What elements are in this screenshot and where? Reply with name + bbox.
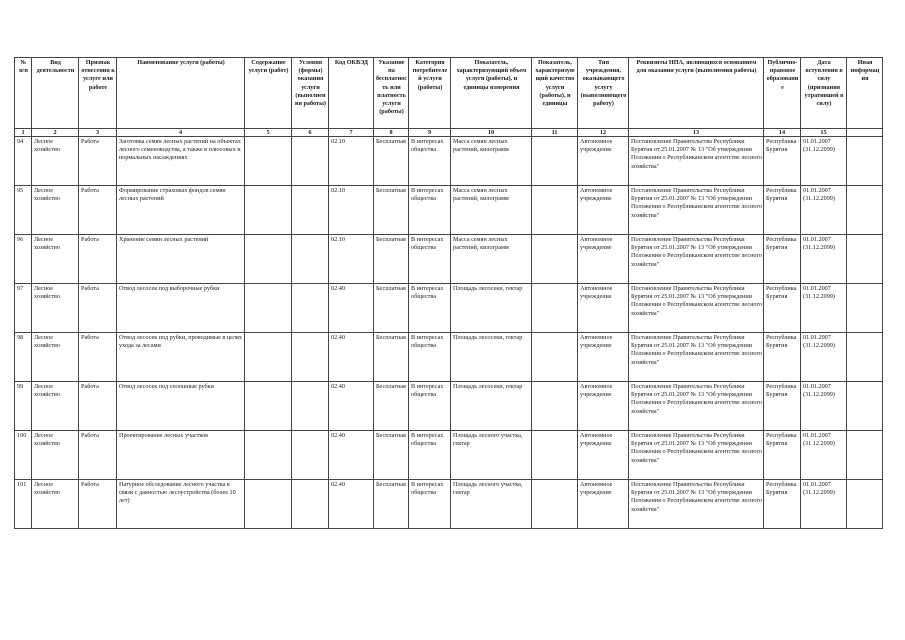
- public-entity-cell: Республика Бурятия: [764, 235, 801, 284]
- row-number: 98: [15, 333, 32, 382]
- content-cell: [245, 137, 292, 186]
- okved-cell: 02.40: [329, 431, 374, 480]
- consumer-category-cell: В интересах общества: [409, 284, 451, 333]
- effective-date-cell: 01.01.2007 (31.12.2099): [801, 480, 847, 529]
- payment-cell: Бесплатная: [374, 431, 409, 480]
- volume-indicator-cell: Площадь лесного участка, гектар: [451, 480, 532, 529]
- header-cell: Код ОКВЭД: [329, 58, 374, 129]
- quality-indicator-cell: [532, 284, 578, 333]
- activity-cell: Лесное хозяйство: [32, 382, 79, 431]
- service-name-cell: Отвод лесосек под выборочные рубки: [117, 284, 245, 333]
- quality-indicator-cell: [532, 382, 578, 431]
- institution-type-cell: Автономное учреждение: [578, 382, 629, 431]
- public-entity-cell: Республика Бурятия: [764, 284, 801, 333]
- row-number: 96: [15, 235, 32, 284]
- header-cell: Дата вступления в силу (признания утратившей в силу): [801, 58, 847, 129]
- quality-indicator-cell: [532, 186, 578, 235]
- sign-cell: Работа: [79, 431, 117, 480]
- column-number: 14: [764, 129, 801, 137]
- payment-cell: Бесплатная: [374, 137, 409, 186]
- volume-indicator-cell: Площадь лесосеки, гектар: [451, 284, 532, 333]
- header-cell: Признак отнесения к услуге или работе: [79, 58, 117, 129]
- institution-type-cell: Автономное учреждение: [578, 333, 629, 382]
- service-name-cell: Отвод лесосек под рубки, проводимые в целях ухода за лесами: [117, 333, 245, 382]
- volume-indicator-cell: Площадь лесного участка, гектар: [451, 431, 532, 480]
- header-cell: Публично-правовое образование: [764, 58, 801, 129]
- header-cell: Реквизиты НПА, являющихся основанием для оказания услуги (выполнения работы): [629, 58, 764, 129]
- legal-act-cell: Постановление Правительства Республики Бурятия от 25.01.2007 № 13 "Об утверждении Положения о Республиканском агентстве лесного хозяйства": [629, 186, 764, 235]
- activity-cell: Лесное хозяйство: [32, 186, 79, 235]
- other-info-cell: [847, 480, 883, 529]
- activity-cell: Лесное хозяйство: [32, 333, 79, 382]
- column-number: 11: [532, 129, 578, 137]
- header-cell: Показатель, характеризующий объем услуги (работы), и единицы измерения: [451, 58, 532, 129]
- public-entity-cell: Республика Бурятия: [764, 382, 801, 431]
- consumer-category-cell: В интересах общества: [409, 186, 451, 235]
- activity-cell: Лесное хозяйство: [32, 480, 79, 529]
- header-cell: Вид деятельности: [32, 58, 79, 129]
- volume-indicator-cell: Площадь лесосеки, гектар: [451, 382, 532, 431]
- public-entity-cell: Республика Бурятия: [764, 480, 801, 529]
- row-number: 95: [15, 186, 32, 235]
- institution-type-cell: Автономное учреждение: [578, 480, 629, 529]
- consumer-category-cell: В интересах общества: [409, 235, 451, 284]
- row-number: 97: [15, 284, 32, 333]
- other-info-cell: [847, 382, 883, 431]
- row-number: 94: [15, 137, 32, 186]
- public-entity-cell: Республика Бурятия: [764, 333, 801, 382]
- volume-indicator-cell: Площадь лесосеки, гектар: [451, 333, 532, 382]
- column-number: 2: [32, 129, 79, 137]
- sign-cell: Работа: [79, 480, 117, 529]
- quality-indicator-cell: [532, 333, 578, 382]
- column-number: 10: [451, 129, 532, 137]
- sign-cell: Работа: [79, 333, 117, 382]
- institution-type-cell: Автономное учреждение: [578, 235, 629, 284]
- header-cell: Содержание услуги (работ): [245, 58, 292, 129]
- header-cell: Тип учреждения, оказывающего услугу (выполняющего работу): [578, 58, 629, 129]
- okved-cell: 02.40: [329, 480, 374, 529]
- content-cell: [245, 431, 292, 480]
- column-number: 5: [245, 129, 292, 137]
- other-info-cell: [847, 137, 883, 186]
- column-number: 4: [117, 129, 245, 137]
- row-number: 101: [15, 480, 32, 529]
- okved-cell: 02.40: [329, 284, 374, 333]
- legal-act-cell: Постановление Правительства Республики Бурятия от 25.01.2007 № 13 "Об утверждении Положения о Республиканском агентстве лесного хозяйства": [629, 382, 764, 431]
- header-cell: Категория потребителей услуги (работы): [409, 58, 451, 129]
- table-row: [15, 235, 883, 284]
- header-cell: Указание на бесплатность или платность услуги (работы): [374, 58, 409, 129]
- activity-cell: Лесное хозяйство: [32, 284, 79, 333]
- conditions-cell: [292, 333, 329, 382]
- legal-act-cell: Постановление Правительства Республики Бурятия от 25.01.2007 № 13 "Об утверждении Положения о Республиканском агентстве лесного хозяйства": [629, 480, 764, 529]
- activity-cell: Лесное хозяйство: [32, 137, 79, 186]
- consumer-category-cell: В интересах общества: [409, 382, 451, 431]
- content-cell: [245, 382, 292, 431]
- okved-cell: 02.10: [329, 137, 374, 186]
- header-cell: Наименование услуги (работы): [117, 58, 245, 129]
- okved-cell: 02.40: [329, 333, 374, 382]
- table-row: [15, 382, 883, 431]
- institution-type-cell: Автономное учреждение: [578, 284, 629, 333]
- conditions-cell: [292, 137, 329, 186]
- conditions-cell: [292, 284, 329, 333]
- column-numbers-row: [15, 129, 883, 137]
- volume-indicator-cell: Масса семян лесных растений, килограмм: [451, 137, 532, 186]
- column-number: 13: [629, 129, 764, 137]
- institution-type-cell: Автономное учреждение: [578, 186, 629, 235]
- service-name-cell: Отвод лесосек под сплошные рубки: [117, 382, 245, 431]
- column-number: 3: [79, 129, 117, 137]
- public-entity-cell: Республика Бурятия: [764, 431, 801, 480]
- content-cell: [245, 186, 292, 235]
- column-number: 1: [15, 129, 32, 137]
- legal-act-cell: Постановление Правительства Республики Бурятия от 25.01.2007 № 13 "Об утверждении Положения о Республиканском агентстве лесного хозяйства": [629, 333, 764, 382]
- table-row: [15, 186, 883, 235]
- content-cell: [245, 235, 292, 284]
- consumer-category-cell: В интересах общества: [409, 137, 451, 186]
- activity-cell: Лесное хозяйство: [32, 431, 79, 480]
- public-entity-cell: Республика Бурятия: [764, 137, 801, 186]
- effective-date-cell: 01.01.2007 (31.12.2099): [801, 333, 847, 382]
- column-number: 8: [374, 129, 409, 137]
- conditions-cell: [292, 382, 329, 431]
- column-number-spare: [847, 129, 883, 137]
- legal-act-cell: Постановление Правительства Республики Бурятия от 25.01.2007 № 13 "Об утверждении Положения о Республиканском агентстве лесного хозяйства": [629, 284, 764, 333]
- header-cell: Условия (формы) оказания услуги (выполнения работы): [292, 58, 329, 129]
- other-info-cell: [847, 284, 883, 333]
- quality-indicator-cell: [532, 137, 578, 186]
- quality-indicator-cell: [532, 480, 578, 529]
- table-row: [15, 333, 883, 382]
- service-name-cell: Хранение семян лесных растений: [117, 235, 245, 284]
- activity-cell: Лесное хозяйство: [32, 235, 79, 284]
- institution-type-cell: Автономное учреждение: [578, 137, 629, 186]
- other-info-cell: [847, 431, 883, 480]
- effective-date-cell: 01.01.2007 (31.12.2099): [801, 284, 847, 333]
- table-row: [15, 284, 883, 333]
- conditions-cell: [292, 480, 329, 529]
- column-number: 6: [292, 129, 329, 137]
- effective-date-cell: 01.01.2007 (31.12.2099): [801, 431, 847, 480]
- table-row: [15, 480, 883, 529]
- sign-cell: Работа: [79, 235, 117, 284]
- effective-date-cell: 01.01.2007 (31.12.2099): [801, 186, 847, 235]
- volume-indicator-cell: Масса семян лесных растений, килограмм: [451, 235, 532, 284]
- legal-act-cell: Постановление Правительства Республики Бурятия от 25.01.2007 № 13 "Об утверждении Положения о Республиканском агентстве лесного хозяйства": [629, 235, 764, 284]
- header-cell: Иная информация: [847, 58, 883, 129]
- column-number: 15: [801, 129, 847, 137]
- table-row: [15, 431, 883, 480]
- service-name-cell: Формирование страховых фондов семян лесных растений: [117, 186, 245, 235]
- okved-cell: 02.10: [329, 235, 374, 284]
- service-name-cell: Проектирование лесных участков: [117, 431, 245, 480]
- column-number: 9: [409, 129, 451, 137]
- legal-act-cell: Постановление Правительства Республики Бурятия от 25.01.2007 № 13 "Об утверждении Положения о Республиканском агентстве лесного хозяйства": [629, 137, 764, 186]
- row-number: 99: [15, 382, 32, 431]
- volume-indicator-cell: Масса семян лесных растений, килограмм: [451, 186, 532, 235]
- content-cell: [245, 480, 292, 529]
- service-name-cell: Заготовка семян лесных растений на объектах лесного семеноводства, а также в плюсовых и нормальных насаждениях: [117, 137, 245, 186]
- effective-date-cell: 01.01.2007 (31.12.2099): [801, 382, 847, 431]
- consumer-category-cell: В интересах общества: [409, 333, 451, 382]
- payment-cell: Бесплатная: [374, 284, 409, 333]
- other-info-cell: [847, 235, 883, 284]
- header-cell: № п/п: [15, 58, 32, 129]
- okved-cell: 02.10: [329, 186, 374, 235]
- public-entity-cell: Республика Бурятия: [764, 186, 801, 235]
- institution-type-cell: Автономное учреждение: [578, 431, 629, 480]
- header-row: [15, 58, 883, 129]
- column-number: 12: [578, 129, 629, 137]
- table-body: [15, 137, 883, 529]
- header-cell: Показатель, характеризующий качество услуги (работы), и единицы: [532, 58, 578, 129]
- quality-indicator-cell: [532, 431, 578, 480]
- payment-cell: Бесплатная: [374, 333, 409, 382]
- column-number: 7: [329, 129, 374, 137]
- service-name-cell: Натурное обследование лесного участка в связи с давностью лесоустройства (более 10 лет): [117, 480, 245, 529]
- conditions-cell: [292, 431, 329, 480]
- effective-date-cell: 01.01.2007 (31.12.2099): [801, 235, 847, 284]
- okved-cell: 02.40: [329, 382, 374, 431]
- consumer-category-cell: В интересах общества: [409, 431, 451, 480]
- sign-cell: Работа: [79, 186, 117, 235]
- row-number: 100: [15, 431, 32, 480]
- sign-cell: Работа: [79, 137, 117, 186]
- conditions-cell: [292, 186, 329, 235]
- effective-date-cell: 01.01.2007 (31.12.2099): [801, 137, 847, 186]
- content-cell: [245, 333, 292, 382]
- payment-cell: Бесплатная: [374, 235, 409, 284]
- payment-cell: Бесплатная: [374, 480, 409, 529]
- other-info-cell: [847, 186, 883, 235]
- consumer-category-cell: В интересах общества: [409, 480, 451, 529]
- legal-act-cell: Постановление Правительства Республики Бурятия от 25.01.2007 № 13 "Об утверждении Положения о Республиканском агентстве лесного хозяйства": [629, 431, 764, 480]
- sign-cell: Работа: [79, 382, 117, 431]
- services-registry-table: [14, 57, 883, 529]
- conditions-cell: [292, 235, 329, 284]
- content-cell: [245, 284, 292, 333]
- payment-cell: Бесплатная: [374, 382, 409, 431]
- other-info-cell: [847, 333, 883, 382]
- quality-indicator-cell: [532, 235, 578, 284]
- sign-cell: Работа: [79, 284, 117, 333]
- table-row: [15, 137, 883, 186]
- payment-cell: Бесплатная: [374, 186, 409, 235]
